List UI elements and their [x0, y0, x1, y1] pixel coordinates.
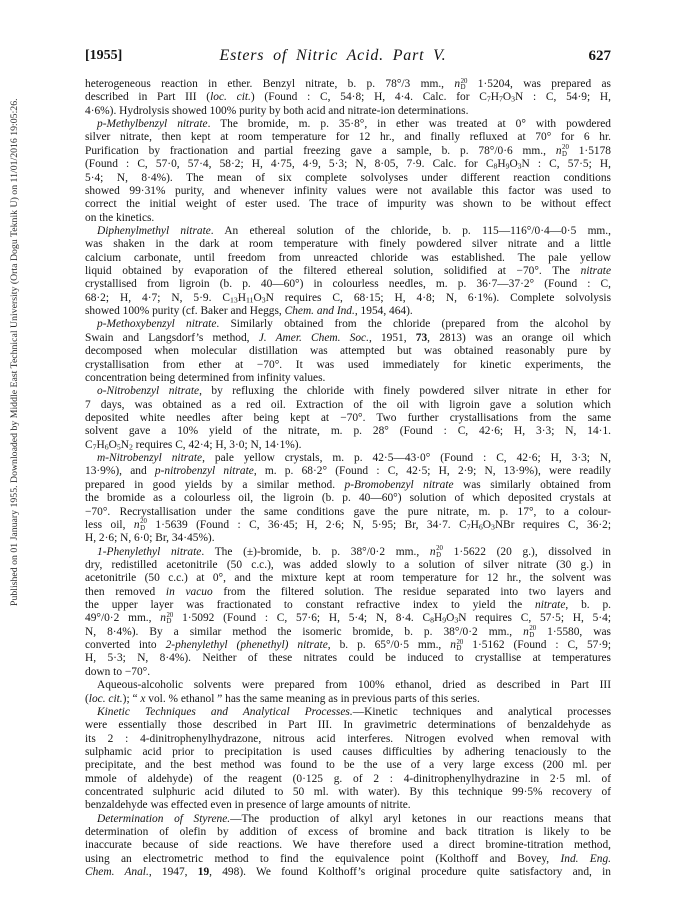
temperature-superscript: 20	[562, 144, 569, 152]
line-content	[85, 465, 611, 478]
line-content	[85, 746, 611, 759]
text-run: 1·5580, was	[536, 625, 611, 638]
line-content	[85, 799, 411, 812]
text-line	[85, 91, 611, 104]
text-line	[85, 746, 611, 759]
text-run: . Similarly obtained from the chloride (prepared from the alcohol by	[216, 318, 611, 331]
italic-text-run: Ind. Eng.	[560, 852, 612, 865]
text-line	[85, 452, 611, 465]
text-line	[85, 238, 611, 251]
italic-text-run: in vacuo	[165, 585, 213, 598]
text-line	[85, 212, 611, 225]
italic-text-run: x	[140, 692, 146, 705]
text-run: (	[85, 692, 89, 705]
temperature-superscript: 20	[529, 625, 537, 633]
chemical-formula: $C_7H_6O_3NBr$	[459, 518, 515, 532]
d-line-subscript: D	[456, 645, 462, 653]
text-run: correct the initial weight of ester used. The trace of impurity was shown to be without effect	[85, 198, 611, 211]
formula-subscript: 2	[128, 442, 133, 452]
line-content	[85, 626, 611, 640]
formula-subscript: 5	[116, 442, 121, 452]
line-content	[85, 506, 611, 519]
bold-volume-number: 73	[415, 331, 428, 344]
text-run: , b. p. 65°/0·5 mm.,	[327, 639, 451, 652]
italic-text-run: nitrate	[580, 265, 611, 278]
text-run: requires C, 68·15; H, 4·8; N, 6·1%). Complete solvolysis	[273, 291, 612, 304]
formula-subscript: 7	[486, 95, 491, 105]
text-line	[85, 399, 611, 412]
d-line-subscript: D	[166, 618, 172, 626]
text-run: prepared in good yields by a similar method.	[85, 478, 345, 491]
text-run: , 1947,	[148, 866, 198, 879]
italic-text-run: 1-Phenylethyl nitrate	[97, 545, 202, 558]
d-line-subscript: D	[460, 84, 466, 92]
text-line	[85, 799, 611, 812]
text-run: the upper layer was fractionated to constant refractive index to yield the	[85, 599, 536, 612]
download-notice: Published on 01 January 1955. Downloaded by Middle East Technical University (Orta Dogu Teknik U) on 11/01/2016 19:05:26.	[9, 98, 20, 606]
text-run: vol. % ethanol ” has the same meaning as in previous parts of this series.	[145, 692, 480, 705]
temperature-superscript: 20	[140, 518, 147, 526]
text-line	[85, 131, 611, 144]
text-run: heterogeneous reaction in ether. Benzyl nitrate, b. p. 78°/3 mm.,	[85, 78, 455, 90]
text-run: inaccurate because of side reactions. We have therefore used a direct bromine-titration method,	[85, 839, 611, 852]
paragraph	[85, 78, 611, 118]
text-line	[85, 278, 611, 291]
d-line-subscript: D	[529, 631, 535, 639]
text-run: described in Part III (	[85, 91, 211, 104]
text-line	[85, 172, 611, 185]
line-content	[85, 332, 611, 345]
text-line	[85, 693, 611, 706]
line-content	[85, 212, 154, 225]
italic-text-run: Determination of Styrene.	[97, 812, 231, 825]
text-line	[85, 492, 611, 505]
refractive-index-letter: n	[450, 639, 456, 652]
text-run: 1·5092 (Found : C, 57·6; H, 5·4; N, 8·4.	[173, 612, 423, 625]
text-line	[85, 559, 611, 572]
formula-subscript: 3	[517, 161, 522, 171]
line-content	[85, 185, 611, 198]
line-content	[97, 679, 611, 692]
text-run: solvent gave a 10% yield of the nitrate, m. p. 28° (Found : C, 42·6; H, 3·3; N, 14·1.	[85, 425, 611, 438]
text-line	[85, 706, 611, 719]
text-run: —Kinetic techniques and analytical processes	[352, 705, 611, 718]
text-run: sulphamic acid prior to precipitation is used causes difficulties by adhering tenaciously to the	[85, 745, 611, 758]
text-run: benzaldehyde was effected even in presence of large amounts of nitrite.	[85, 799, 411, 812]
italic-text-run: nitrate	[535, 599, 566, 612]
text-run: was shaken in the dark at room temperature with finely powdered silver nitrate and a little	[85, 238, 611, 251]
formula-subscript: 3	[511, 95, 515, 105]
text-line	[85, 265, 611, 278]
line-content	[85, 145, 611, 159]
text-run: (Found : C, 57·0, 57·4, 58·2; H, 4·75, 4·9, 5·3; N, 8·05, 7·9. Calc. for	[85, 158, 486, 171]
refractive-index-letter: n	[555, 144, 562, 157]
refractive-index-letter: n	[133, 518, 140, 531]
text-line	[85, 572, 611, 585]
text-run: 7 days, was obtained as a red oil. Extraction of the oil with ligroin gave a solution which	[85, 398, 611, 411]
text-run: requires C, 42·4; H, 3·0; N, 14·1%).	[132, 438, 302, 451]
text-line	[85, 372, 611, 385]
text-line	[85, 185, 611, 198]
text-run: . The bromide, m. p. 35·8°, in ether was treated at 0° with powdered	[207, 118, 612, 131]
line-content	[85, 532, 215, 545]
line-content	[85, 733, 611, 746]
text-run: mmole of aldehyde) of the reagent (0·125 g. of 2 : 4-dinitrophenylhydrazine in 2·5 ml. of	[85, 772, 611, 785]
italic-text-run: Chem. and Ind.	[284, 305, 355, 318]
text-line	[85, 439, 611, 452]
line-content	[85, 91, 611, 104]
text-line	[85, 145, 611, 158]
text-run: Aqueous-alcoholic solvents were prepared from 100% ethanol, dried as described in Part III	[97, 679, 611, 692]
text-run: , pale yellow crystals, m. p. 42·5—43·0° (Found : C, 42·6; H, 3·3; N,	[202, 452, 611, 465]
line-content	[85, 666, 150, 679]
formula-subscript: 3	[261, 295, 266, 305]
italic-text-run: loc. cit.	[210, 91, 251, 104]
text-line	[85, 532, 611, 545]
text-run: 13·9%), and	[85, 465, 155, 478]
text-line	[85, 612, 611, 625]
formula-subscript: 7	[498, 95, 503, 105]
formula-subscript: 6	[478, 522, 483, 532]
text-run: Purification by fractionation and partial freezing gave a sample, b. p. 78°/0·6 mm.,	[85, 144, 556, 157]
refractive-index-conditions	[436, 546, 443, 559]
text-line	[85, 359, 611, 372]
text-line	[85, 318, 611, 331]
chemical-formula: $C_{13}H_{11}O_3N$	[222, 291, 274, 305]
text-run: showed 100% purity (cf. Baker and Heggs,	[85, 305, 285, 318]
text-run: from the filtered solution. The residue separated into two layers and	[212, 585, 611, 598]
line-content	[97, 706, 611, 719]
text-run: 1·5204, was prepared as	[467, 78, 611, 90]
refractive-index-symbol	[454, 78, 467, 90]
line-content	[85, 278, 611, 291]
line-content	[85, 305, 413, 318]
text-run: requires C, 57·5; H, 5·4;	[466, 612, 611, 625]
text-line	[85, 626, 611, 639]
text-run: concentration being determined from infinity values.	[85, 371, 326, 384]
text-line	[85, 786, 611, 799]
refractive-index-symbol	[430, 546, 443, 558]
line-content	[85, 599, 611, 612]
text-run: using an electrometric method to find the equivalence point (Kolthoff and Bovey,	[85, 852, 561, 865]
refractive-index-letter: n	[160, 612, 166, 625]
text-run: crystallisation from ether at −70°. It was used immediately for kinetic experiments, the	[85, 358, 611, 371]
text-run: 1·5622 (20 g.), dissolved in	[442, 545, 611, 558]
refractive-index-letter: n	[429, 545, 436, 558]
text-line	[85, 345, 611, 358]
text-run: down to −70°.	[85, 665, 151, 678]
text-line	[85, 225, 611, 238]
text-run: , 498). We found Kolthoff’s original procedure quite satisfactory and, in	[209, 866, 611, 879]
refractive-index-letter: n	[454, 78, 461, 90]
line-content	[85, 412, 611, 425]
paragraph	[85, 706, 611, 813]
text-line	[85, 719, 611, 732]
text-run: . The (±)-bromide, b. p. 38°/0·2 mm.,	[201, 545, 430, 558]
text-run: : C, 57·5; H,	[529, 158, 611, 171]
text-run: on the kinetics.	[85, 211, 155, 224]
d-line-subscript: D	[562, 150, 567, 158]
paragraph	[85, 546, 611, 680]
line-content	[85, 866, 611, 879]
line-content	[85, 759, 611, 772]
paragraph	[85, 452, 611, 546]
text-run: 68·2; H, 4·7; N, 5·9.	[85, 291, 223, 304]
text-line	[85, 292, 611, 305]
bold-volume-number: 19	[197, 866, 210, 879]
italic-text-run: J. Amer. Chem. Soc.	[258, 331, 369, 344]
line-content	[85, 853, 611, 866]
formula-subscript: 3	[490, 522, 495, 532]
text-line	[85, 839, 611, 852]
text-line	[85, 385, 611, 398]
line-content	[85, 559, 611, 572]
text-run: 1·5178	[568, 144, 611, 157]
text-run: concentrated sulphuric acid diluted to 50 ml. with water). By this technique 99·5% recovery of	[85, 786, 611, 799]
text-run: ) (Found : C, 54·8; H, 4·4. Calc. for	[250, 91, 480, 104]
text-run: 5·4; N, 8·4%). The mean of six complete solvolyses under different reaction conditions	[85, 171, 611, 184]
paragraph	[85, 225, 611, 319]
text-line	[85, 586, 611, 599]
text-run: Swain and Langsdorf’s method,	[85, 331, 259, 344]
line-content	[85, 265, 611, 278]
body-text	[85, 78, 611, 880]
line-content	[85, 425, 611, 438]
text-run: determination of olefin by addition of excess of bromine and back titration is likely to be	[85, 826, 611, 839]
line-content	[97, 452, 611, 465]
text-run: showed 99·31% purity, and whenever infinity values were not available this factor was used to	[85, 184, 611, 197]
text-line	[85, 519, 611, 532]
line-content	[85, 786, 611, 799]
text-run: 4·6%). Hydrolysis showed 100% purity by both acid and nitrate-ion determinations.	[85, 104, 469, 117]
text-run: , b. p.	[565, 599, 611, 612]
refractive-index-conditions	[562, 145, 569, 158]
text-run: silver nitrate, then kept at room temperature for 12 hr., and finally refluxed at 70° for 6 hr.	[85, 131, 611, 144]
text-line	[85, 759, 611, 772]
line-content	[85, 198, 611, 211]
running-header-title: Esters of Nitric Acid. Part V.	[219, 47, 447, 64]
line-content	[85, 131, 611, 144]
text-line	[85, 546, 611, 559]
temperature-superscript: 20	[460, 77, 468, 85]
italic-text-run: p-nitrobenzyl nitrate	[154, 465, 254, 478]
text-line	[85, 305, 611, 318]
text-line	[85, 639, 611, 652]
text-line	[85, 666, 611, 679]
line-content	[85, 586, 611, 599]
line-content	[85, 492, 611, 505]
text-run: : C, 54·9; H,	[523, 91, 611, 104]
italic-text-run: 2-phenylethyl (phenethyl) nitrate	[165, 639, 328, 652]
running-header-year: [1955]	[85, 48, 123, 63]
text-run: decomposed when molecular distillation was attempted but was obtained reasonably pure by	[85, 345, 611, 358]
text-line	[85, 652, 611, 665]
text-line	[85, 198, 611, 211]
line-content	[85, 105, 468, 118]
formula-subscript: 8	[430, 616, 435, 626]
text-run: requires C, 36·2;	[514, 518, 612, 531]
italic-text-run: p-Methylbenzyl nitrate	[97, 118, 208, 131]
formula-subscript: 13	[230, 295, 238, 305]
line-content	[85, 252, 611, 265]
text-run: H, 5·3; N, 8·4%). Neither of these nitrates could be induced to crystallise at temperatures	[85, 652, 611, 665]
text-run: 1·5639 (Found : C, 36·45; H, 2·6; N, 5·95; Br, 34·7.	[146, 518, 460, 531]
text-line	[85, 105, 611, 118]
text-line	[85, 479, 611, 492]
text-line	[85, 866, 611, 879]
text-line	[85, 465, 611, 478]
chemical-formula: $C_8H_9O_3N$	[422, 612, 467, 626]
chemical-formula: $C_7H_7O_3N$	[479, 91, 524, 105]
line-content	[85, 292, 611, 305]
line-content	[85, 172, 611, 185]
italic-text-run: m-Nitrobenzyl nitrate	[97, 452, 203, 465]
formula-subscript: 8	[493, 161, 498, 171]
text-line	[85, 853, 611, 866]
paragraph	[85, 679, 611, 706]
refractive-index-symbol	[556, 145, 569, 157]
formula-subscript: 6	[104, 442, 109, 452]
formula-subscript: 3	[454, 616, 459, 626]
line-content	[85, 652, 611, 665]
line-content	[97, 385, 611, 398]
text-line	[85, 412, 611, 425]
text-line	[85, 733, 611, 746]
text-line	[85, 332, 611, 345]
text-line	[85, 252, 611, 265]
line-content	[85, 158, 611, 171]
paragraph	[85, 813, 611, 880]
italic-text-run: p-Bromobenzyl nitrate	[344, 478, 454, 491]
text-run: liquid obtained by evaporation of the filtered ethereal solution, solidified at −70°. The	[85, 265, 581, 278]
text-run: calcium carbonate, until freedom from unreacted chloride was established. The pale yellow	[85, 251, 611, 264]
paragraph	[85, 118, 611, 225]
formula-subscript: 11	[245, 295, 254, 305]
line-content	[85, 359, 611, 372]
text-run: , 1951,	[368, 331, 416, 344]
refractive-index-symbol	[134, 519, 147, 531]
d-line-subscript: D	[140, 524, 146, 532]
temperature-superscript: 20	[166, 611, 174, 619]
text-line	[85, 826, 611, 839]
d-line-subscript: D	[436, 551, 442, 559]
italic-text-run: o-Nitrobenzyl nitrate	[97, 385, 200, 398]
text-run: less oil,	[85, 518, 134, 531]
text-run: , m. p. 68·2° (Found : C, 42·5; H, 2·9; N, 13·9%), were readily	[253, 465, 611, 478]
text-line	[85, 813, 611, 826]
paragraph	[85, 318, 611, 385]
chemical-formula: $C_8H_9O_3N$	[485, 158, 530, 171]
text-run: , 2813) was an orange oil which	[427, 331, 612, 344]
text-run: , 1954, 464).	[354, 305, 413, 318]
line-content	[85, 639, 611, 653]
text-line	[85, 425, 611, 438]
text-run: acetonitrile (50 c.c.) at 0°, and the mixture kept at room temperature for 12 hr., the solvent was	[85, 572, 611, 585]
line-content	[85, 238, 611, 251]
refractive-index-symbol	[523, 626, 536, 638]
italic-text-run: Chem. Anal.	[85, 866, 149, 879]
italic-text-run: Kinetic Techniques and Analytical Processes.	[97, 705, 353, 718]
refractive-index-conditions	[140, 519, 147, 532]
temperature-superscript: 20	[436, 545, 443, 553]
line-content	[85, 372, 325, 385]
text-run: −70°. Recrystallisation under the same conditions gave the pure nitrate, m. p. 17°, to a colour-	[85, 505, 611, 518]
line-content	[85, 479, 611, 492]
text-run: deposited white needles after being kept at −70°. Two further crystallisations from the same	[85, 411, 611, 424]
text-line	[85, 158, 611, 171]
line-content	[85, 773, 611, 786]
temperature-superscript: 20	[456, 638, 464, 646]
text-line	[85, 506, 611, 519]
line-content	[85, 78, 611, 92]
line-content	[97, 318, 611, 331]
line-content	[97, 118, 611, 131]
line-content	[97, 225, 611, 238]
refractive-index-letter: n	[523, 625, 529, 638]
text-run: precipitate, and the best method was found to be the use of a very large excess (200 ml. per	[85, 759, 611, 772]
text-run: N, 8·4%). By a similar method the isomeric bromide, b. p. 38°/0·2 mm.,	[85, 625, 524, 638]
text-run: then removed	[85, 585, 166, 598]
text-run: converted into	[85, 639, 166, 652]
formula-subscript: 9	[442, 616, 447, 626]
text-run: H, 2·6; N, 6·0; Br, 34·45%).	[85, 532, 215, 545]
text-run: its 2 : 4-dinitrophenylhydrazone, nitrous acid interferes. Nitrogen evolved when removal with	[85, 732, 611, 745]
formula-subscript: 7	[466, 522, 471, 532]
page-number: 627	[588, 48, 611, 64]
line-content	[85, 826, 611, 839]
formula-subscript: 7	[92, 442, 97, 452]
line-content	[97, 546, 611, 560]
refractive-index-symbol	[450, 639, 463, 651]
text-line	[85, 599, 611, 612]
refractive-index-symbol	[160, 612, 173, 624]
text-line	[85, 679, 611, 692]
text-line	[85, 118, 611, 131]
italic-text-run: Diphenylmethyl nitrate	[97, 224, 211, 237]
line-content	[85, 693, 480, 706]
text-run: 1·5162 (Found : C, 57·9;	[463, 639, 611, 652]
text-run: —The production of alkyl aryl ketones in our reactions means that	[230, 812, 611, 825]
line-content	[85, 345, 611, 358]
text-line	[85, 773, 611, 786]
text-run: were essentially those described in Part III. In gravimetric determinations of benzaldehyde as	[85, 719, 611, 732]
text-run: the bromide as a colourless oil, the ligroin (b. p. 40—60°) solution of which deposited crystals at	[85, 492, 611, 505]
line-content	[85, 719, 611, 732]
text-run: dry, redistilled acetonitrile (50 c.c.), was added slowly to a solution of silver nitrate (30 g.) in	[85, 558, 611, 571]
line-content	[85, 519, 611, 533]
line-content	[85, 399, 611, 412]
text-run: 49°/0·2 mm.,	[85, 612, 161, 625]
italic-text-run: p-Methoxybenzyl nitrate	[97, 318, 217, 331]
text-run: , by refluxing the chloride with finely powdered silver nitrate in ether for	[199, 385, 611, 398]
text-run: ); “	[122, 692, 141, 705]
text-line	[85, 78, 611, 91]
line-content	[97, 813, 611, 826]
line-content	[85, 839, 611, 852]
paragraph	[85, 385, 611, 452]
line-content	[85, 439, 301, 452]
text-run: crystallised from ligroin (b. p. 40—60°) in colourless needles, m. p. 36·7—37·2° (Found : C,	[85, 278, 611, 291]
line-content	[85, 572, 611, 585]
italic-text-run: loc. cit.	[88, 692, 123, 705]
text-run: was similarly obtained from	[453, 478, 611, 491]
chemical-formula: $C_7H_6O_5N_2$	[85, 438, 133, 452]
text-run: . An ethereal solution of the chloride, b. p. 115—116°/0·4—0·5 mm.,	[210, 224, 611, 237]
formula-subscript: 9	[505, 161, 510, 171]
line-content	[85, 612, 611, 626]
